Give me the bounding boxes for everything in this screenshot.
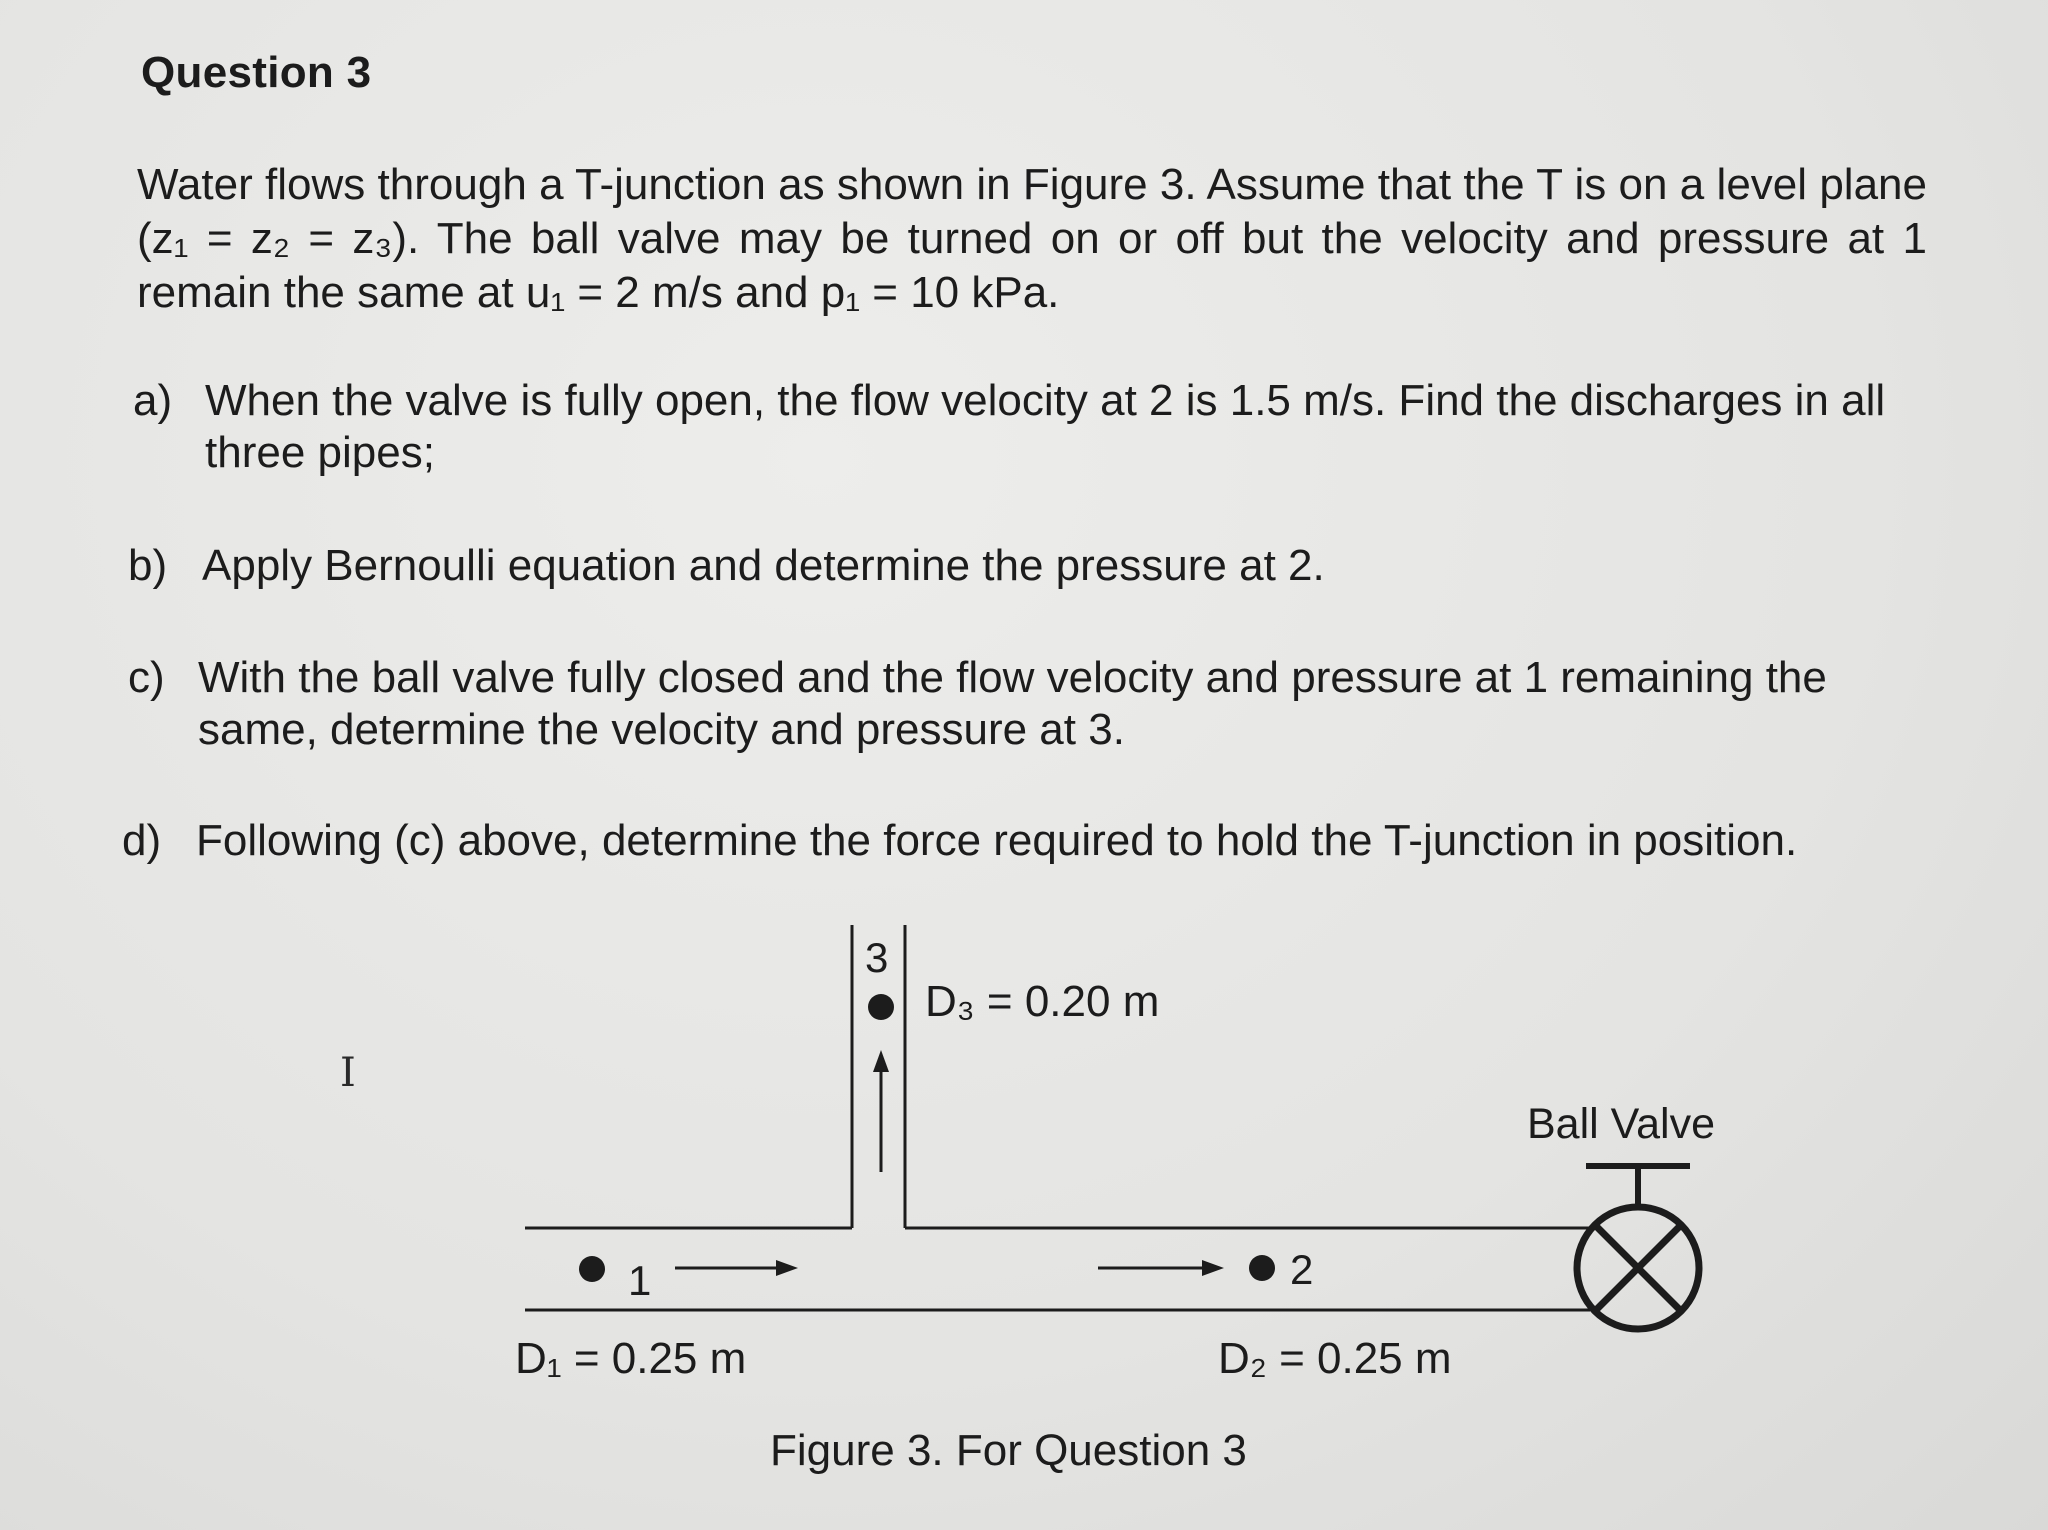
d3-label: D₃ = 0.20 m — [925, 977, 1160, 1026]
point-2-marker — [1249, 1255, 1275, 1281]
part-b-label: b) — [128, 541, 168, 590]
flow-arrow-2-icon — [1098, 1260, 1224, 1276]
part-c-text: With the ball valve fully closed and the flow velocity and pressure at 1 remaining the same, determine the velocity and pressure at 3. — [198, 653, 1827, 754]
d1-label: D₁ = 0.25 m — [515, 1334, 747, 1383]
d2-label: D₂ = 0.25 m — [1218, 1334, 1452, 1383]
point-1-label: 1 — [628, 1257, 652, 1304]
point-1-marker — [579, 1256, 605, 1282]
point-3-marker — [868, 994, 894, 1020]
part-a-text: When the valve is fully open, the flow velocity at 2 is 1.5 m/s. Find the discharges in all three pipes; — [205, 376, 1886, 477]
part-d-text: Following (c) above, determine the force required to hold the T-junction in position. — [196, 816, 1798, 865]
part-b-text: Apply Bernoulli equation and determine the pressure at 2. — [202, 541, 1325, 590]
figure-caption: Figure 3. For Question 3 — [770, 1426, 1247, 1475]
point-3-label: 3 — [865, 934, 889, 981]
point-2-label: 2 — [1290, 1246, 1314, 1293]
question-intro: Water flows through a T-junction as shown in Figure 3. Assume that the T is on a level plane (z₁ = z₂ = z₃). The ball valve may be turned on or off but the velocity and pressure at 1 remain the same at u₁ = 2 m/s and p₁ = 10 kPa. — [137, 160, 1927, 317]
ball-valve-label: Ball Valve — [1527, 1100, 1716, 1148]
part-d-label: d) — [122, 816, 162, 865]
part-c-label: c) — [128, 653, 165, 702]
text-cursor-icon: I — [340, 1050, 356, 1096]
flow-arrow-1-icon — [675, 1260, 798, 1276]
question-title: Question 3 — [141, 48, 372, 97]
part-a-label: a) — [133, 376, 173, 425]
flow-arrow-3-icon — [873, 1050, 889, 1172]
ball-valve-icon — [1577, 1166, 1699, 1329]
